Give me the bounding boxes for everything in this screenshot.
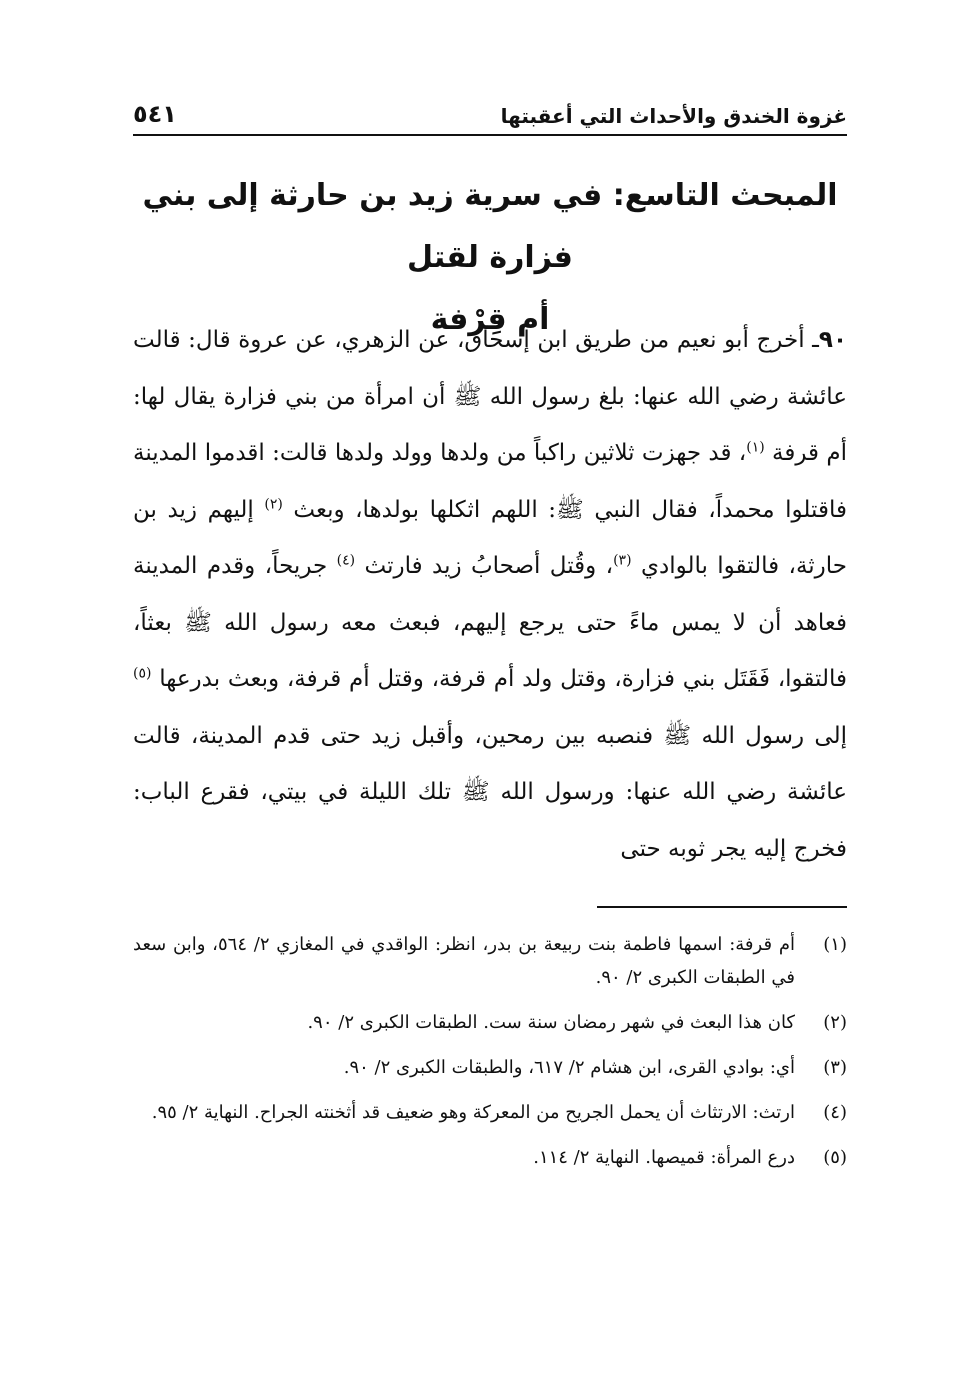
footnote-number: (١) (823, 934, 847, 955)
footnote-text: درع المرأة: قميصها. النهاية ٢/ ١١٤. (533, 1147, 795, 1168)
footnote-5 (133, 1141, 847, 1174)
footnote-1 (133, 928, 847, 994)
body-segment-6: إلى رسول الله ﷺ فنصبه بين رمحين، وأقبل زيد حتى قدم المدينة، قالت عائشة رضي الله عنها: ورسول الله ﷺ تلك الليلة في بيتي، فقرع الباب: فخرج إليه يجر ثوبه حتى (133, 722, 847, 862)
footnote-number: (٢) (823, 1012, 847, 1033)
hadith-number: ٩٠ (818, 327, 847, 353)
body-segment-1: ـ أخرج أبو نعيم من طريق ابن إسحاق، عن الزهري، عن عروة قال: قالت عائشة رضي الله عنها: بلغ رسول الله ﷺ أن امرأة من بني فزارة يقال لها: أم قرفة (133, 327, 847, 466)
footnote-2 (133, 1006, 847, 1039)
footnote-divider (597, 906, 847, 908)
footnote-text: كان هذا البعث في شهر رمضان سنة ست. الطبقات الكبرى ٢/ ٩٠. (307, 1012, 795, 1033)
footnote-text: أي: بوادي القرى، ابن هشام ٢/ ٦١٧، والطبقات الكبرى ٢/ ٩٠. (343, 1057, 795, 1078)
footnote-ref-3[interactable]: (٣) (613, 552, 632, 569)
footnote-number: (٣) (823, 1057, 847, 1078)
footnote-number: (٤) (823, 1102, 847, 1123)
footnote-number: (٥) (823, 1147, 847, 1168)
footnote-4 (133, 1096, 847, 1129)
footnote-3 (133, 1051, 847, 1084)
section-heading-line-2: أم قِرْفة (430, 302, 550, 337)
footnote-text: ارتث: الارتثاث أن يحمل الجريح من المعركة وهو ضعيف قد أثخنته الجراح. النهاية ٢/ ٩٥. (151, 1102, 795, 1123)
body-segment-5: جريحاً، وقدم المدينة فعاهد أن لا يمس ماءً حتى يرجع إليهم، فبعث معه رسول الله ﷺ بعثاً، فالتقوا، فَقَتَل بني فزارة، وقتل ولد أم قرفة، وقتل أم قرفة، وبعث بدرعها (133, 553, 847, 692)
section-heading-line-1: المبحث التاسع: في سرية زيد بن حارثة إلى بني فزارة لقتل (142, 178, 838, 275)
footnote-ref-4[interactable]: (٤) (336, 552, 356, 569)
running-header (133, 100, 847, 136)
footnote-ref-1[interactable]: (١) (746, 439, 765, 456)
footnote-ref-5[interactable]: (٥) (133, 665, 152, 682)
footnote-text: أم قرفة: اسمها فاطمة بنت ربيعة بن بدر، انظر: الواقدي في المغازي ٢/ ٥٦٤، وابن سعد في الطبقات الكبرى ٢/ ٩٠. (133, 934, 795, 988)
hadith-paragraph (133, 312, 847, 877)
running-title: غزوة الخندق والأحداث التي أعقبتها (500, 104, 847, 128)
page-number: ٥٤١ (133, 100, 177, 128)
footnotes-list (133, 928, 847, 1186)
body-segment-4: ، وقُتل أصحابُ زيد فارتث (364, 553, 614, 579)
footnote-ref-2[interactable]: (٢) (264, 495, 283, 512)
body-segment-3: إليهم زيد بن حارثة، فالتقوا بالوادي (133, 496, 848, 579)
body-segment-2: ، قد جهزت ثلاثين راكباً من ولدها وولد ولدها قالت: اقدموا المدينة فاقتلوا محمداً، فقال النبي ﷺ: اللهم اثكلها بولدها، وبعث (133, 440, 847, 523)
